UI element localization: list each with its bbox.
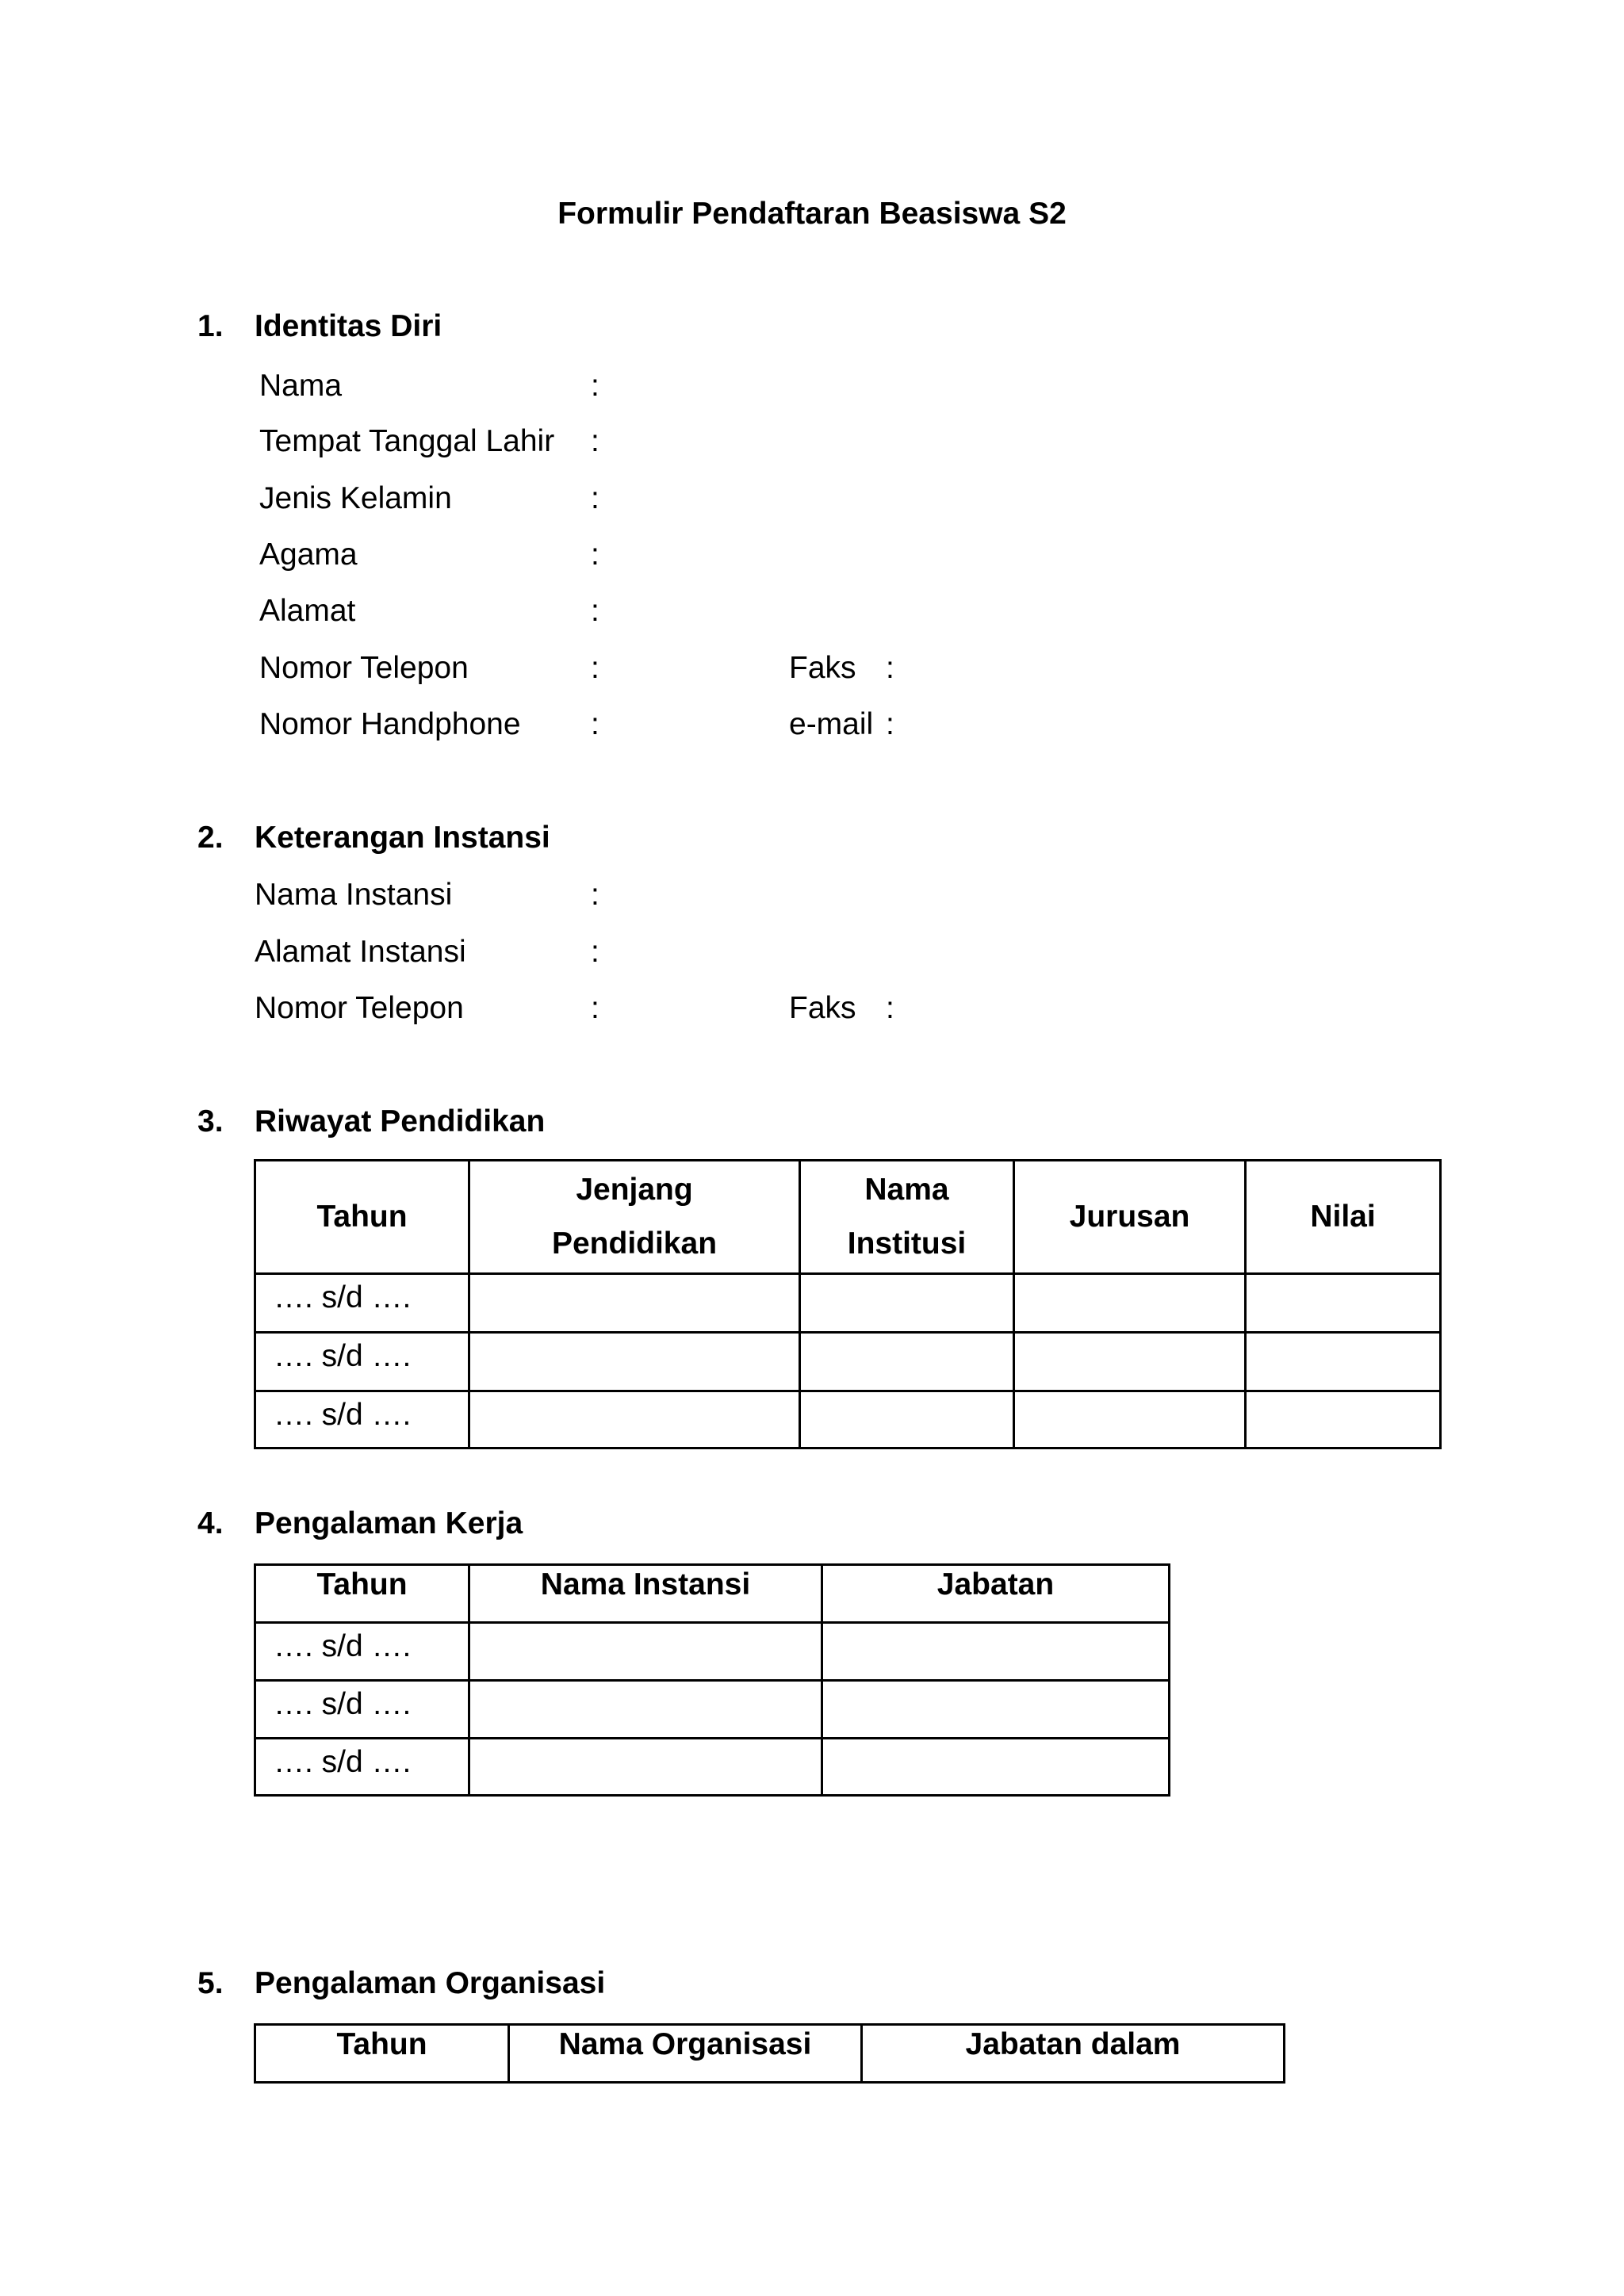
cell-tahun: …. s/d …. bbox=[255, 1681, 469, 1739]
column-header-nama-organisasi: Nama Organisasi bbox=[509, 2025, 862, 2083]
section-3-number: 3. bbox=[197, 1104, 224, 1138]
field-colon: : bbox=[591, 935, 599, 969]
cell-tahun: …. s/d …. bbox=[255, 1739, 469, 1796]
table-row bbox=[255, 1333, 1441, 1391]
table-header-row bbox=[255, 1161, 1441, 1274]
cell-nama-instansi[interactable] bbox=[469, 1681, 822, 1739]
field-colon: : bbox=[591, 481, 599, 515]
table-header-row bbox=[255, 1565, 1170, 1623]
cell-jurusan[interactable] bbox=[1014, 1274, 1246, 1333]
table-row bbox=[255, 1391, 1441, 1448]
field-colon: : bbox=[591, 707, 599, 741]
field-colon: : bbox=[591, 369, 599, 403]
field-label-faks: Faks bbox=[789, 651, 856, 685]
cell-jenjang[interactable] bbox=[469, 1333, 800, 1391]
field-label-ttl: Tempat Tanggal Lahir bbox=[259, 424, 555, 458]
cell-tahun: …. s/d …. bbox=[255, 1333, 469, 1391]
field-label-alamat: Alamat bbox=[259, 594, 356, 628]
field-colon: : bbox=[886, 651, 894, 685]
column-header-jenjang-pendidikan bbox=[469, 1161, 800, 1274]
field-colon: : bbox=[886, 707, 894, 741]
column-header-tahun: Tahun bbox=[255, 2025, 509, 2083]
field-colon: : bbox=[591, 424, 599, 458]
field-label-nomor-handphone: Nomor Handphone bbox=[259, 707, 521, 741]
pengalaman-kerja-table bbox=[254, 1563, 1170, 1797]
section-4-number: 4. bbox=[197, 1506, 224, 1540]
header-text: Nama Institusi bbox=[847, 1173, 967, 1261]
table-row bbox=[255, 1623, 1170, 1681]
cell-jurusan[interactable] bbox=[1014, 1333, 1246, 1391]
table-row bbox=[255, 1274, 1441, 1333]
cell-jabatan[interactable] bbox=[822, 1681, 1170, 1739]
column-header-nama-institusi bbox=[800, 1161, 1014, 1274]
field-label-email: e-mail bbox=[789, 707, 874, 741]
section-5-title: Pengalaman Organisasi bbox=[255, 1966, 606, 2000]
field-label-agama: Agama bbox=[259, 538, 358, 572]
field-colon: : bbox=[591, 991, 599, 1025]
field-colon: : bbox=[591, 878, 599, 912]
column-header-jurusan: Jurusan bbox=[1014, 1161, 1246, 1274]
header-text: Jenjang Pendidikan bbox=[551, 1173, 718, 1261]
field-colon: : bbox=[886, 991, 894, 1025]
riwayat-pendidikan-table bbox=[254, 1159, 1442, 1449]
column-header-tahun: Tahun bbox=[255, 1565, 469, 1623]
cell-nama-instansi[interactable] bbox=[469, 1623, 822, 1681]
cell-jenjang[interactable] bbox=[469, 1391, 800, 1448]
section-4-title: Pengalaman Kerja bbox=[255, 1506, 523, 1540]
cell-nilai[interactable] bbox=[1246, 1391, 1441, 1448]
field-label-jenis-kelamin: Jenis Kelamin bbox=[259, 481, 452, 515]
field-colon: : bbox=[591, 594, 599, 628]
section-5-number: 5. bbox=[197, 1966, 224, 2000]
column-header-tahun: Tahun bbox=[255, 1161, 469, 1274]
cell-tahun: …. s/d …. bbox=[255, 1623, 469, 1681]
cell-tahun: …. s/d …. bbox=[255, 1391, 469, 1448]
cell-jabatan[interactable] bbox=[822, 1623, 1170, 1681]
cell-nilai[interactable] bbox=[1246, 1333, 1441, 1391]
table-row bbox=[255, 1681, 1170, 1739]
cell-jabatan[interactable] bbox=[822, 1739, 1170, 1796]
cell-tahun: …. s/d …. bbox=[255, 1274, 469, 1333]
cell-institusi[interactable] bbox=[800, 1274, 1014, 1333]
field-colon: : bbox=[591, 538, 599, 572]
section-1-title: Identitas Diri bbox=[255, 309, 442, 343]
field-label-nomor-telepon-instansi: Nomor Telepon bbox=[255, 991, 464, 1025]
cell-institusi[interactable] bbox=[800, 1391, 1014, 1448]
section-3-title: Riwayat Pendidikan bbox=[255, 1104, 546, 1138]
table-header-row bbox=[255, 2025, 1285, 2083]
cell-nilai[interactable] bbox=[1246, 1274, 1441, 1333]
pengalaman-organisasi-table bbox=[254, 2023, 1285, 2084]
cell-institusi[interactable] bbox=[800, 1333, 1014, 1391]
field-label-nama: Nama bbox=[259, 369, 343, 403]
column-header-nilai: Nilai bbox=[1246, 1161, 1441, 1274]
field-label-nama-instansi: Nama Instansi bbox=[255, 878, 453, 912]
column-header-nama-instansi: Nama Instansi bbox=[469, 1565, 822, 1623]
field-label-alamat-instansi: Alamat Instansi bbox=[255, 935, 466, 969]
field-label-faks-instansi: Faks bbox=[789, 991, 856, 1025]
field-label-nomor-telepon: Nomor Telepon bbox=[259, 651, 469, 685]
cell-jurusan[interactable] bbox=[1014, 1391, 1246, 1448]
section-2-title: Keterangan Instansi bbox=[255, 821, 550, 855]
page-title: Formulir Pendaftaran Beasiswa S2 bbox=[557, 197, 1067, 231]
column-header-jabatan: Jabatan bbox=[822, 1565, 1170, 1623]
section-2-number: 2. bbox=[197, 821, 224, 855]
column-header-jabatan-dalam: Jabatan dalam bbox=[862, 2025, 1285, 2083]
field-colon: : bbox=[591, 651, 599, 685]
cell-nama-instansi[interactable] bbox=[469, 1739, 822, 1796]
section-1-number: 1. bbox=[197, 309, 224, 343]
table-row bbox=[255, 1739, 1170, 1796]
cell-jenjang[interactable] bbox=[469, 1274, 800, 1333]
